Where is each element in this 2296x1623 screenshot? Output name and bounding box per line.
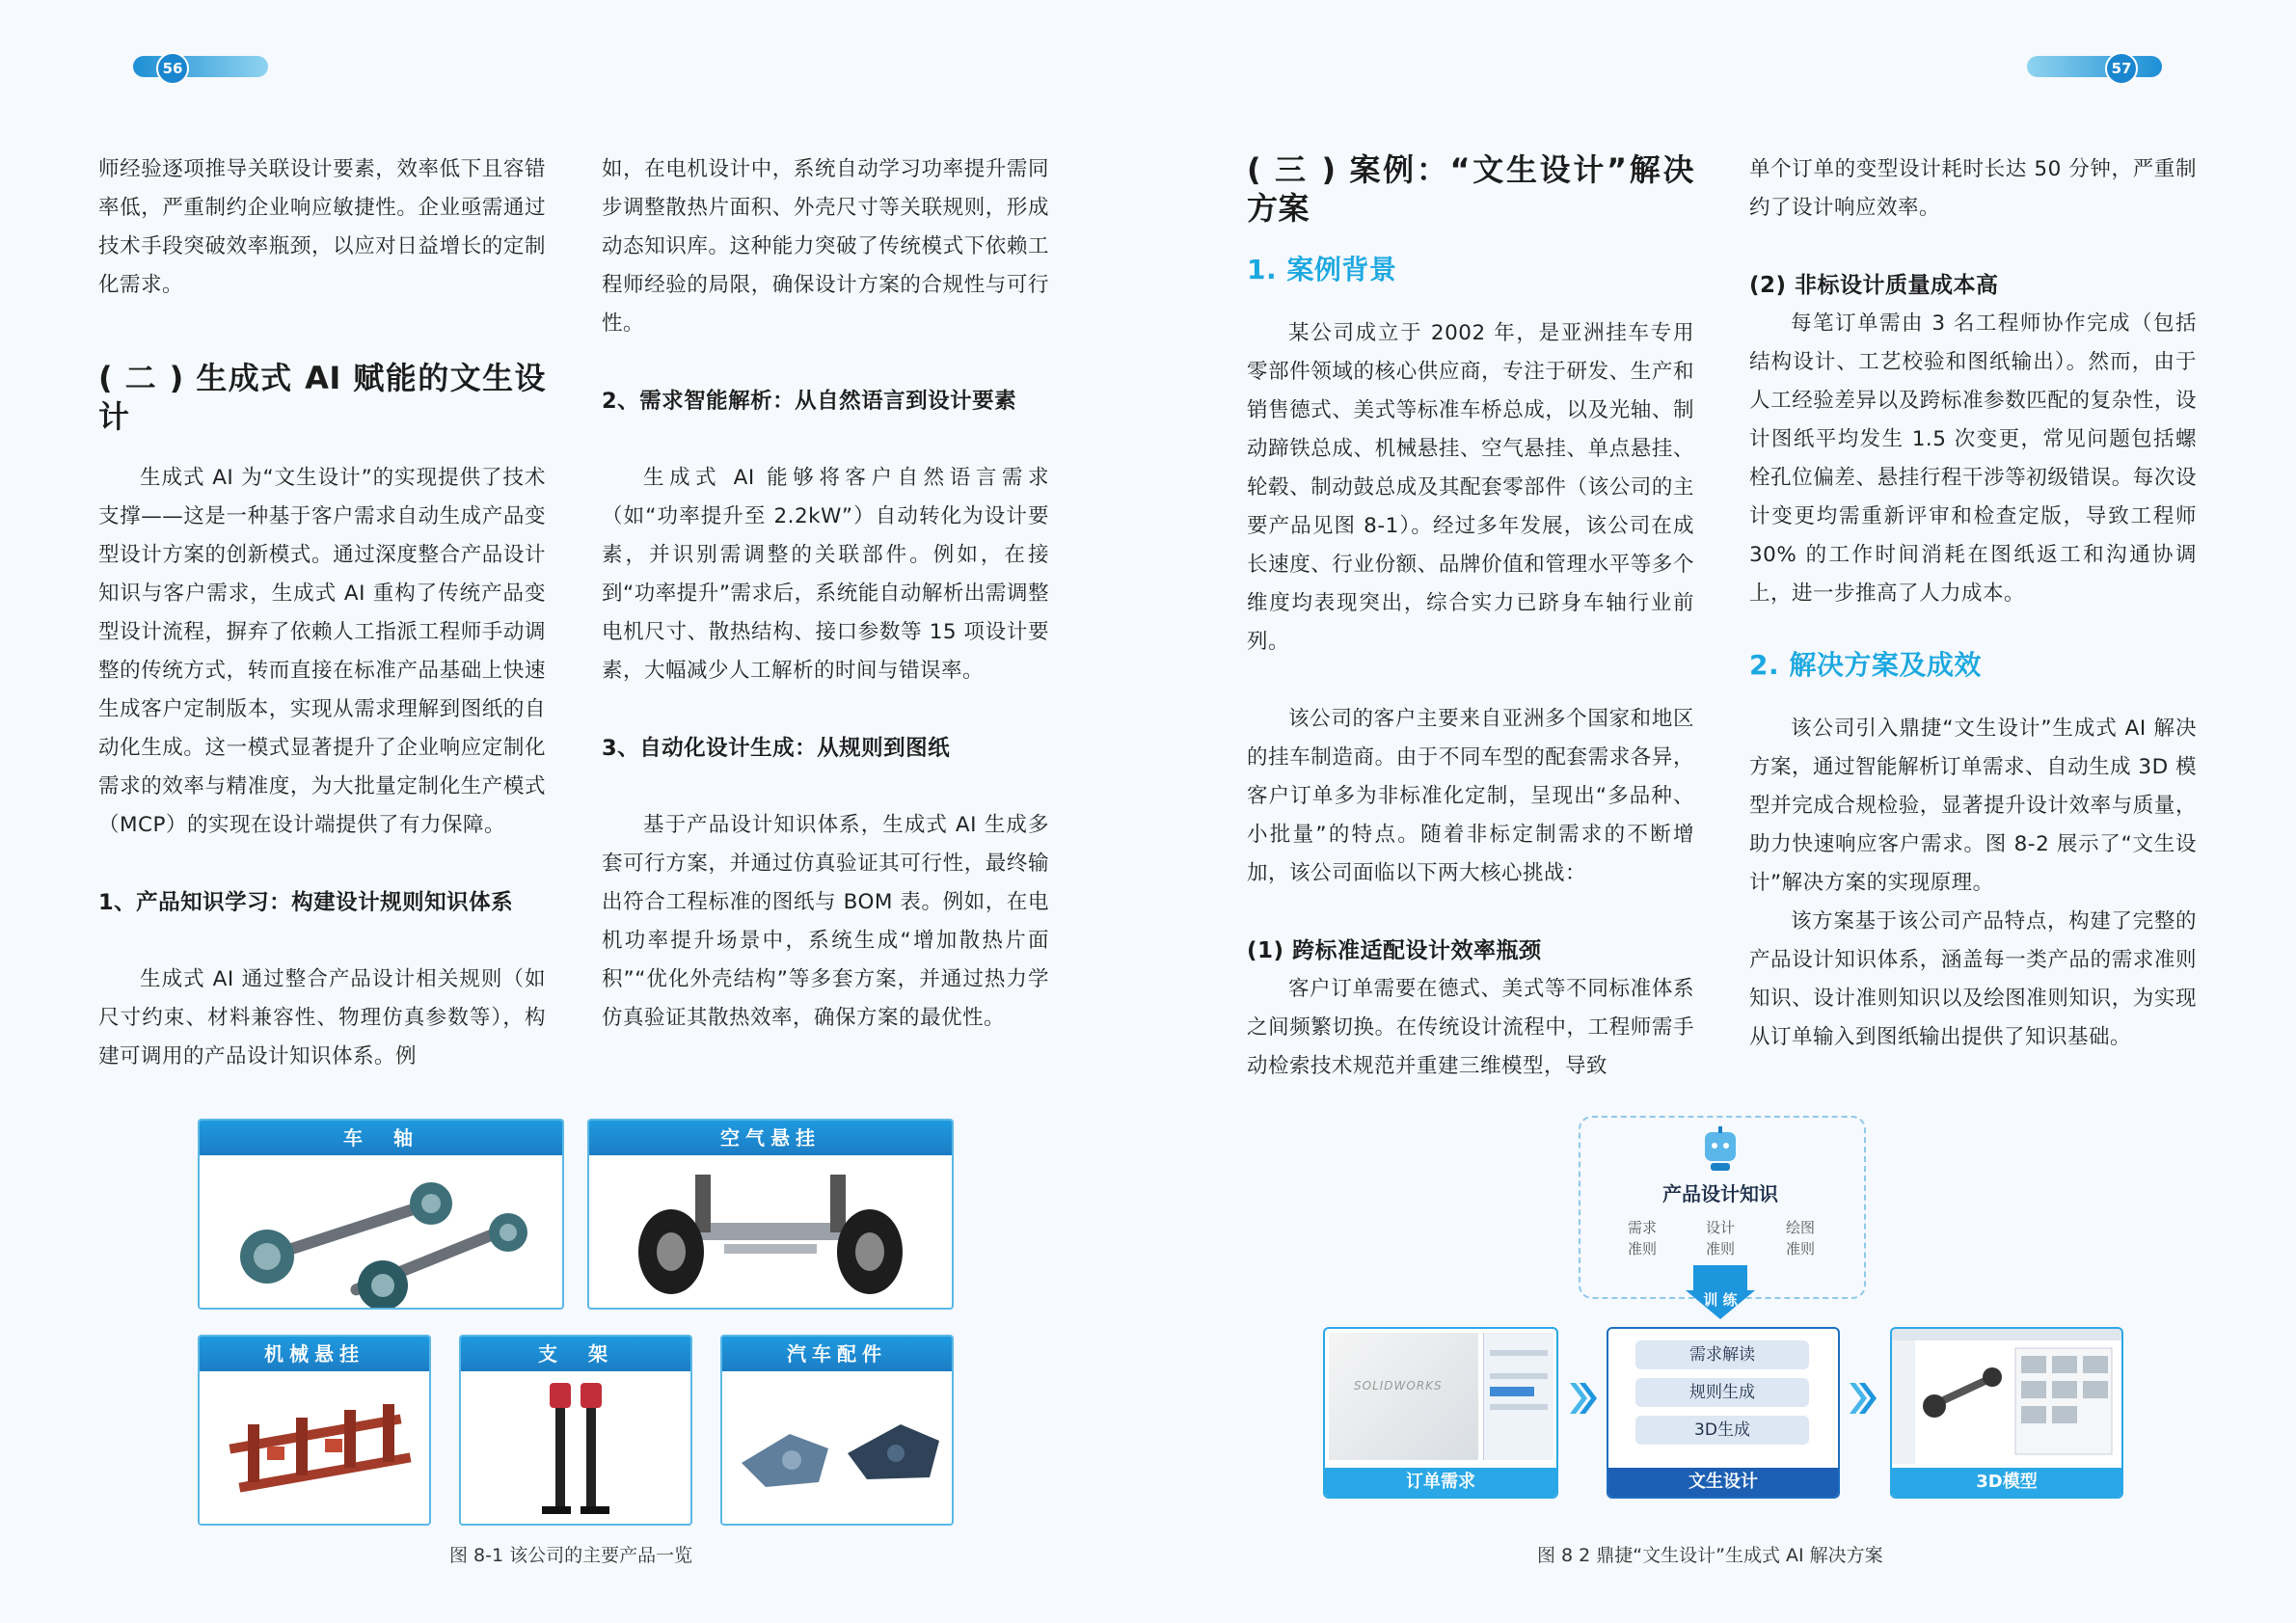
subsection-title-1: 1、产品知识学习：构建设计规则知识体系 [98, 890, 514, 915]
bracket-illustration [461, 1371, 690, 1524]
paragraph: 该公司的客户主要来自亚洲多个国家和地区的挂车制造商。由于不同车型的配套需求各异，客户订单多为非标准化定制，呈现出“多品种、小批量”的特点。随着非标定制需求的不断增加，该公司面临以下两大核心挑战： [1247, 707, 1694, 885]
paragraph: 该方案基于该公司产品特点，构建了完整的产品设计知识体系，涵盖每一类产品的需求准则知识、设计准则知识以及绘图准则知识，为实现从订单输入到图纸输出提供了知识基础。 [1749, 909, 2197, 1049]
figure-8-1-caption: 图 8-1 该公司的主要产品一览 [449, 1545, 693, 1566]
chat-panel [1483, 1333, 1553, 1460]
card-title: 车 轴 [200, 1121, 562, 1155]
text-to-design-label: 文生设计 [1608, 1468, 1838, 1497]
solution-title: 2. 解决方案及成效 [1749, 649, 1982, 681]
paragraph: 某公司成立于 2002 年，是亚洲挂车专用零部件领域的核心供应商，专注于研发、生产和销售德式、美式等标准车桥总成，以及光轴、制动蹄铁总成、机械悬挂、空气悬挂、单点悬挂、轮毂、制动鼓总成及其配套零部件（该公司的主要产品见图 8-1）。经过多年发展，该公司在成长速度、行业份额、品牌价值和管理水平等多个维度均表现突出，综合实力已跻身车轴行业前列。 [1247, 321, 1694, 654]
solidworks-splash [1329, 1333, 1478, 1460]
paragraph: 客户订单需要在德式、美式等不同标准体系之间频繁切换。在传统设计流程中，工程师需手动检索技术规范并重建三维模型，导致 [1247, 977, 1694, 1078]
subsection-title-3: 3、自动化设计生成：从规则到图纸 [602, 736, 951, 761]
challenge-1-title: (1) 跨标准适配设计效率瓶颈 [1247, 938, 1542, 963]
rule-design: 设计 准则 [1705, 1219, 1735, 1258]
column-3 [1247, 150, 1694, 1086]
column-1 [98, 150, 546, 1076]
product-card-mechanical-suspension [198, 1335, 431, 1526]
paragraph: 每笔订单需由 3 名工程师协作完成（包括结构设计、工艺校验和图纸输出）。然而，由于人工经验差异以及跨标准参数匹配的复杂性，设计图纸平均发生 1.5 次变更，常见问题包括螺栓孔位偏差、悬挂行程干涉等初级错误。每次设计变更均需重新评审和检查定版，导致工程师 30% 的工作时间消耗在图纸返工和沟通协调上，进一步推高了人力成本。 [1749, 311, 2197, 606]
subsection-title-2: 2、需求智能解析：从自然语言到设计要素 [602, 389, 1017, 414]
card-title: 机械悬挂 [200, 1337, 429, 1371]
step-demand-interpretation: 需求解读 [1635, 1340, 1809, 1369]
card-title: 汽车配件 [722, 1337, 952, 1371]
step-rule-generation: 规则生成 [1635, 1378, 1809, 1407]
chevron-right-icon [1568, 1381, 1597, 1416]
auto-parts-illustration [722, 1371, 952, 1524]
section-title-2: ( 二 ) 生成式 AI 赋能的文生设计 [98, 360, 546, 435]
mechanical-suspension-illustration [200, 1371, 429, 1524]
column-2 [602, 150, 1049, 1038]
product-card-axle [198, 1119, 564, 1310]
axle-illustration [200, 1155, 562, 1308]
paragraph: 师经验逐项推导关联设计要素，效率低下且容错率低，严重制约企业响应敏捷性。企业亟需通过技术手段突破效率瓶颈，以应对日益增长的定制化需求。 [98, 157, 546, 297]
paragraph: 基于产品设计知识体系，生成式 AI 生成多套可行方案，并通过仿真验证其可行性，最终输出符合工程标准的图纸与 BOM 表。例如，在电机功率提升场景中，系统生成“增加散热片面积”“优化外壳结构”等多套方案，并通过热力学仿真验证其散热效率，确保方案的最优性。 [602, 813, 1049, 1030]
3d-model-box [1890, 1327, 2123, 1499]
column-4 [1749, 150, 2197, 1057]
step-3d-generation: 3D生成 [1635, 1416, 1809, 1445]
background-title: 1. 案例背景 [1247, 254, 1397, 285]
robot-icon [1703, 1126, 1738, 1173]
paragraph: 该公司引入鼎捷“文生设计”生成式 AI 解决方案，通过智能解析订单需求、自动生成 3D 模型并完成合规检验，显著提升设计效率与质量，助力快速响应客户需求。图 8-2 展示了“文生设计”解决方案的实现原理。 [1749, 717, 2197, 895]
paragraph: 如，在电机设计中，系统自动学习功率提升需同步调整散热片面积、外壳尺寸等关联规则，形成动态知识库。这种能力突破了传统模式下依赖工程师经验的局限，确保设计方案的合规性与可行性。 [602, 157, 1049, 336]
product-card-bracket [459, 1335, 692, 1526]
rule-drawing: 绘图 准则 [1785, 1219, 1815, 1258]
card-title: 空气悬挂 [589, 1121, 952, 1155]
solidworks-logo: SOLIDWORKS [1354, 1379, 1443, 1393]
train-label: 训 练 [1703, 1291, 1738, 1309]
paragraph: 生成式 AI 通过整合产品设计相关规则（如尺寸约束、材料兼容性、物理仿真参数等），构建可调用的产品设计知识体系。例 [98, 967, 546, 1068]
product-card-air-suspension [587, 1119, 954, 1310]
knowledge-title: 产品设计知识 [1662, 1182, 1778, 1205]
cad-screenshot [1892, 1329, 2121, 1464]
page-number-left: 56 [156, 52, 189, 85]
paragraph: 单个订单的变型设计耗时长达 50 分钟，严重制约了设计响应效率。 [1749, 157, 2197, 220]
3d-model-label: 3D模型 [1892, 1468, 2121, 1497]
product-card-auto-parts [720, 1335, 954, 1526]
order-demand-label: 订单需求 [1325, 1468, 1556, 1497]
paragraph: 生成式 AI 为“文生设计”的实现提供了技术支撑——这是一种基于客户需求自动生成产品变型设计方案的创新模式。通过深度整合产品设计知识与客户需求，生成式 AI 重构了传统产品变型设计流程，摒弃了依赖人工指派工程师手动调整的传统方式，转而直接在标准产品基础上快速生成客户定制版本，实现从需求理解到图纸的自动化生成。这一模式显著提升了企业响应定制化需求的效率与精准度，为大批量定制化生产模式（MCP）的实现在设计端提供了有力保障。 [98, 466, 546, 837]
chevron-right-icon [1848, 1381, 1877, 1416]
page-number-right: 57 [2105, 52, 2138, 85]
rule-demand: 需求 准则 [1627, 1219, 1657, 1258]
paragraph: 生成式 AI 能够将客户自然语言需求（如“功率提升至 2.2kW”）自动转化为设计要素，并识别需调整的关联部件。例如，在接到“功率提升”需求后，系统能自动解析出需调整电机尺寸、散热结构、接口参数等 15 项设计要素，大幅减少人工解析的时间与错误率。 [602, 466, 1049, 683]
text-to-design-box [1607, 1327, 1840, 1499]
section-title-3: ( 三 ) 案例：“文生设计”解决方案 [1247, 151, 1694, 227]
air-suspension-illustration [589, 1155, 952, 1308]
page-tab-right [2027, 56, 2162, 77]
page-tab-left [133, 56, 268, 77]
figure-8-2-caption: 图 8 2 鼎捷“文生设计”生成式 AI 解决方案 [1537, 1545, 1883, 1566]
order-demand-box [1323, 1327, 1558, 1499]
card-title: 支 架 [461, 1337, 690, 1371]
challenge-2-title: (2) 非标设计质量成本高 [1749, 273, 1999, 298]
